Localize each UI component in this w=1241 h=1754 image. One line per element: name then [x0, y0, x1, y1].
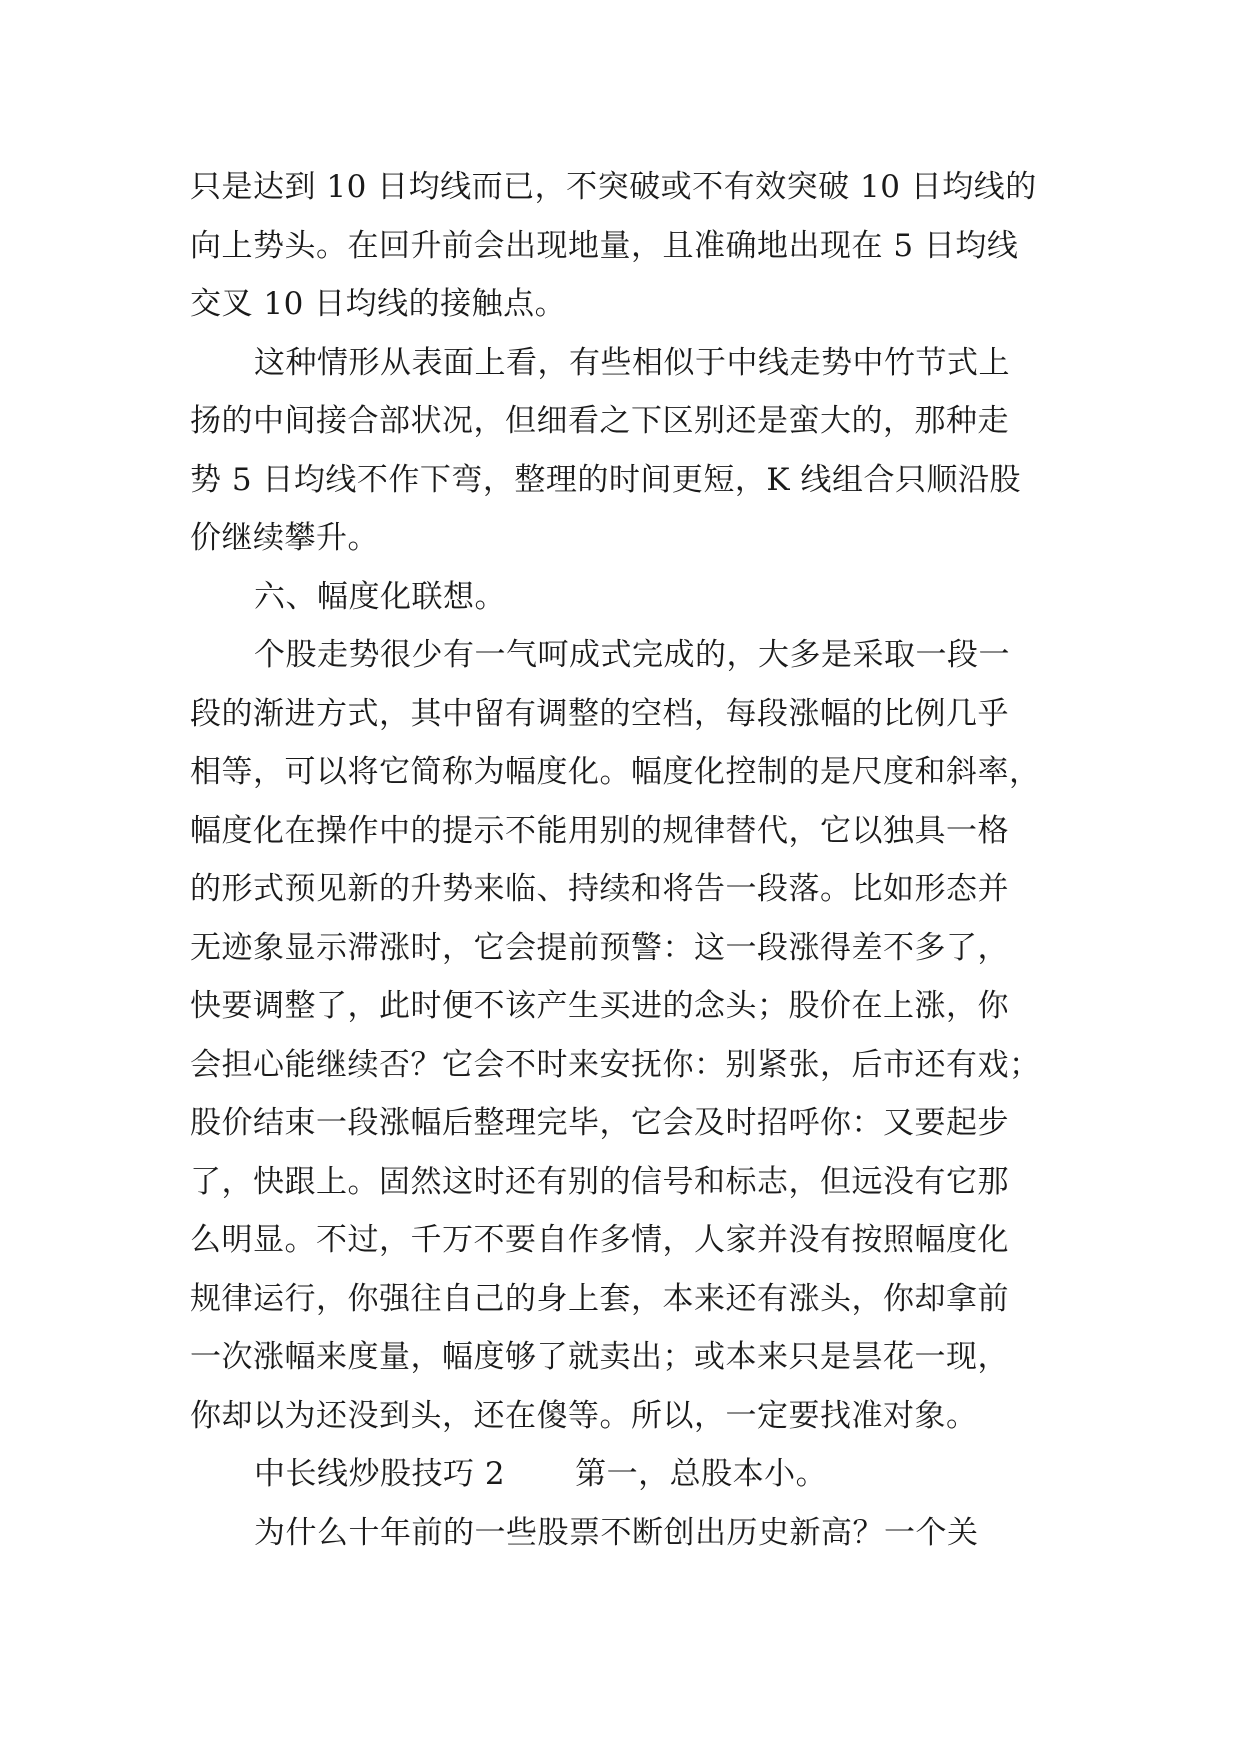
section-heading: 第一，总股本小。	[575, 1456, 828, 1492]
paragraph-start-line: 个股走势很少有一气呵成式完成的，大多是采取一段一	[254, 637, 1010, 673]
text-line: 相等，可以将它简称为幅度化。幅度化控制的是尺度和斜率，	[190, 754, 1041, 790]
section-heading: 六、幅度化联想。	[254, 578, 506, 615]
text-line: 交叉 10 日均线的接触点。	[190, 286, 567, 322]
text-line: 势 5 日均线不作下弯，整理的时间更短，K 线组合只顺沿股	[190, 461, 1021, 498]
text-line: 价继续攀升。	[190, 520, 379, 556]
article-title: 中长线炒股技巧 2	[254, 1456, 506, 1492]
body-text	[190, 158, 1050, 1562]
text-line: 规律运行，你强往自己的身上套，本来还有涨头，你却拿前	[190, 1280, 1009, 1317]
text-line: 快要调整了，此时便不该产生买进的念头；股价在上涨，你	[190, 988, 1009, 1024]
paragraph-start-line: 这种情形从表面上看，有些相似于中线走势中竹节式上	[254, 344, 1010, 381]
text-line: 股价结束一段涨幅后整理完毕，它会及时招呼你：又要起步	[190, 1105, 1009, 1141]
text-line: 会担心能继续否？它会不时来安抚你：别紧张，后市还有戏；	[190, 1046, 1041, 1083]
text-line: 的形式预见新的升势来临、持续和将告一段落。比如形态并	[190, 871, 1009, 907]
article-heading-line	[190, 1445, 1050, 1504]
text-line: 你却以为还没到头，还在傻等。所以，一定要找准对象。	[190, 1397, 978, 1434]
text-line: 向上势头。在回升前会出现地量，且准确地出现在 5 日均线	[190, 227, 1019, 264]
text-line: 无迹象显示滞涨时，它会提前预警：这一段涨得差不多了，	[190, 929, 1009, 966]
text-line: 么明显。不过，千万不要自作多情，人家并没有按照幅度化	[190, 1222, 1009, 1258]
text-line: 了，快跟上。固然这时还有别的信号和标志，但远没有它那	[190, 1163, 1009, 1200]
text-line: 一次涨幅来度量，幅度够了就卖出；或本来只是昙花一现，	[190, 1339, 1009, 1375]
text-line: 扬的中间接合部状况，但细看之下区别还是蛮大的，那种走	[190, 403, 1009, 439]
text-line: 段的渐进方式，其中留有调整的空档，每段涨幅的比例几乎	[190, 695, 1009, 732]
text-line: 幅度化在操作中的提示不能用别的规律替代，它以独具一格	[190, 812, 1009, 849]
text-line: 只是达到 10 日均线而已，不突破或不有效突破 10 日均线的	[190, 169, 1037, 205]
paragraph-start-line: 为什么十年前的一些股票不断创出历史新高？一个关	[254, 1514, 979, 1551]
